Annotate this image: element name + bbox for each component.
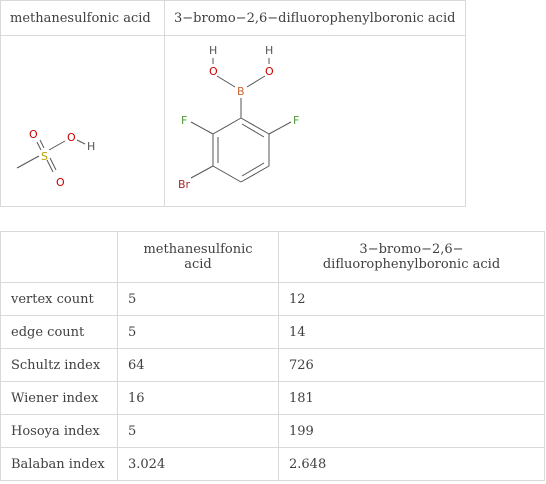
table-row [1,349,545,382]
bonds [17,140,85,172]
row-value-2: 2.648 [279,448,545,481]
atom-f1: F [181,114,188,127]
header-blank [1,232,118,283]
bond-s-oh [49,141,65,150]
bond-f2 [269,122,291,134]
header-compound-2-line-2: difluorophenylboronic acid [322,257,501,272]
header-compound-2 [279,232,545,283]
row-value-2: 199 [279,415,545,448]
header-compound-2-line-1: 3−bromo−2,6− [359,242,464,257]
row-value-1: 5 [118,283,279,316]
compound-1-structure-cell [1,36,165,207]
row-label: Hosoya index [1,415,118,448]
row-value-1: 16 [118,382,279,415]
atom-oh-h: H [87,140,96,153]
row-value-2: 12 [279,283,545,316]
row-value-1: 64 [118,349,279,382]
properties-table [0,231,545,481]
table-row [1,415,545,448]
structures-table [0,0,466,207]
header-compound-1: methanesulfonic acid [118,232,279,283]
compound-2-header: 3−bromo−2,6−difluorophenylboronic acid [165,1,466,36]
methanesulfonic-acid-structure [1,36,164,202]
ring-inner-1 [242,124,264,137]
atom-o1: O [209,65,218,78]
atom-s: S [41,150,48,163]
row-label: Balaban index [1,448,118,481]
atom-br: Br [178,178,191,191]
bond-s-o1-b [40,140,44,148]
row-value-2: 181 [279,382,545,415]
atom-o1: O [29,128,38,141]
row-label: Wiener index [1,382,118,415]
bond-o2-b [247,76,265,87]
compound-1-header: methanesulfonic acid [1,1,165,36]
ring-6 [213,118,241,134]
table-row [1,316,545,349]
row-value-1: 5 [118,415,279,448]
row-value-2: 14 [279,316,545,349]
atom-f2: F [293,114,300,127]
bond-s-o1-a [37,142,41,150]
atom-o2: O [265,65,274,78]
table-row [1,283,545,316]
row-label: Schultz index [1,349,118,382]
atom-b: B [237,85,245,98]
atom-h2: H [265,44,274,57]
ring-4 [213,166,241,182]
bonds [191,58,291,182]
row-value-1: 3.024 [118,448,279,481]
atom-o2: O [56,176,65,189]
bond-o-h [77,140,85,144]
bond-o1-b [217,76,235,87]
properties-header-row [1,232,545,283]
row-value-2: 726 [279,349,545,382]
bond-c-s [17,156,39,168]
bond-f1 [191,122,213,134]
row-label: vertex count [1,283,118,316]
table-row [1,382,545,415]
table-row [1,448,545,481]
row-label: edge count [1,316,118,349]
atom-oh-o: O [67,131,76,144]
ring-inner-2 [242,163,264,176]
bromodifluorophenylboronic-acid-structure [165,36,465,202]
atom-h1: H [209,44,218,57]
compound-2-structure-cell [165,36,466,207]
row-value-1: 5 [118,316,279,349]
bond-br [191,166,213,178]
